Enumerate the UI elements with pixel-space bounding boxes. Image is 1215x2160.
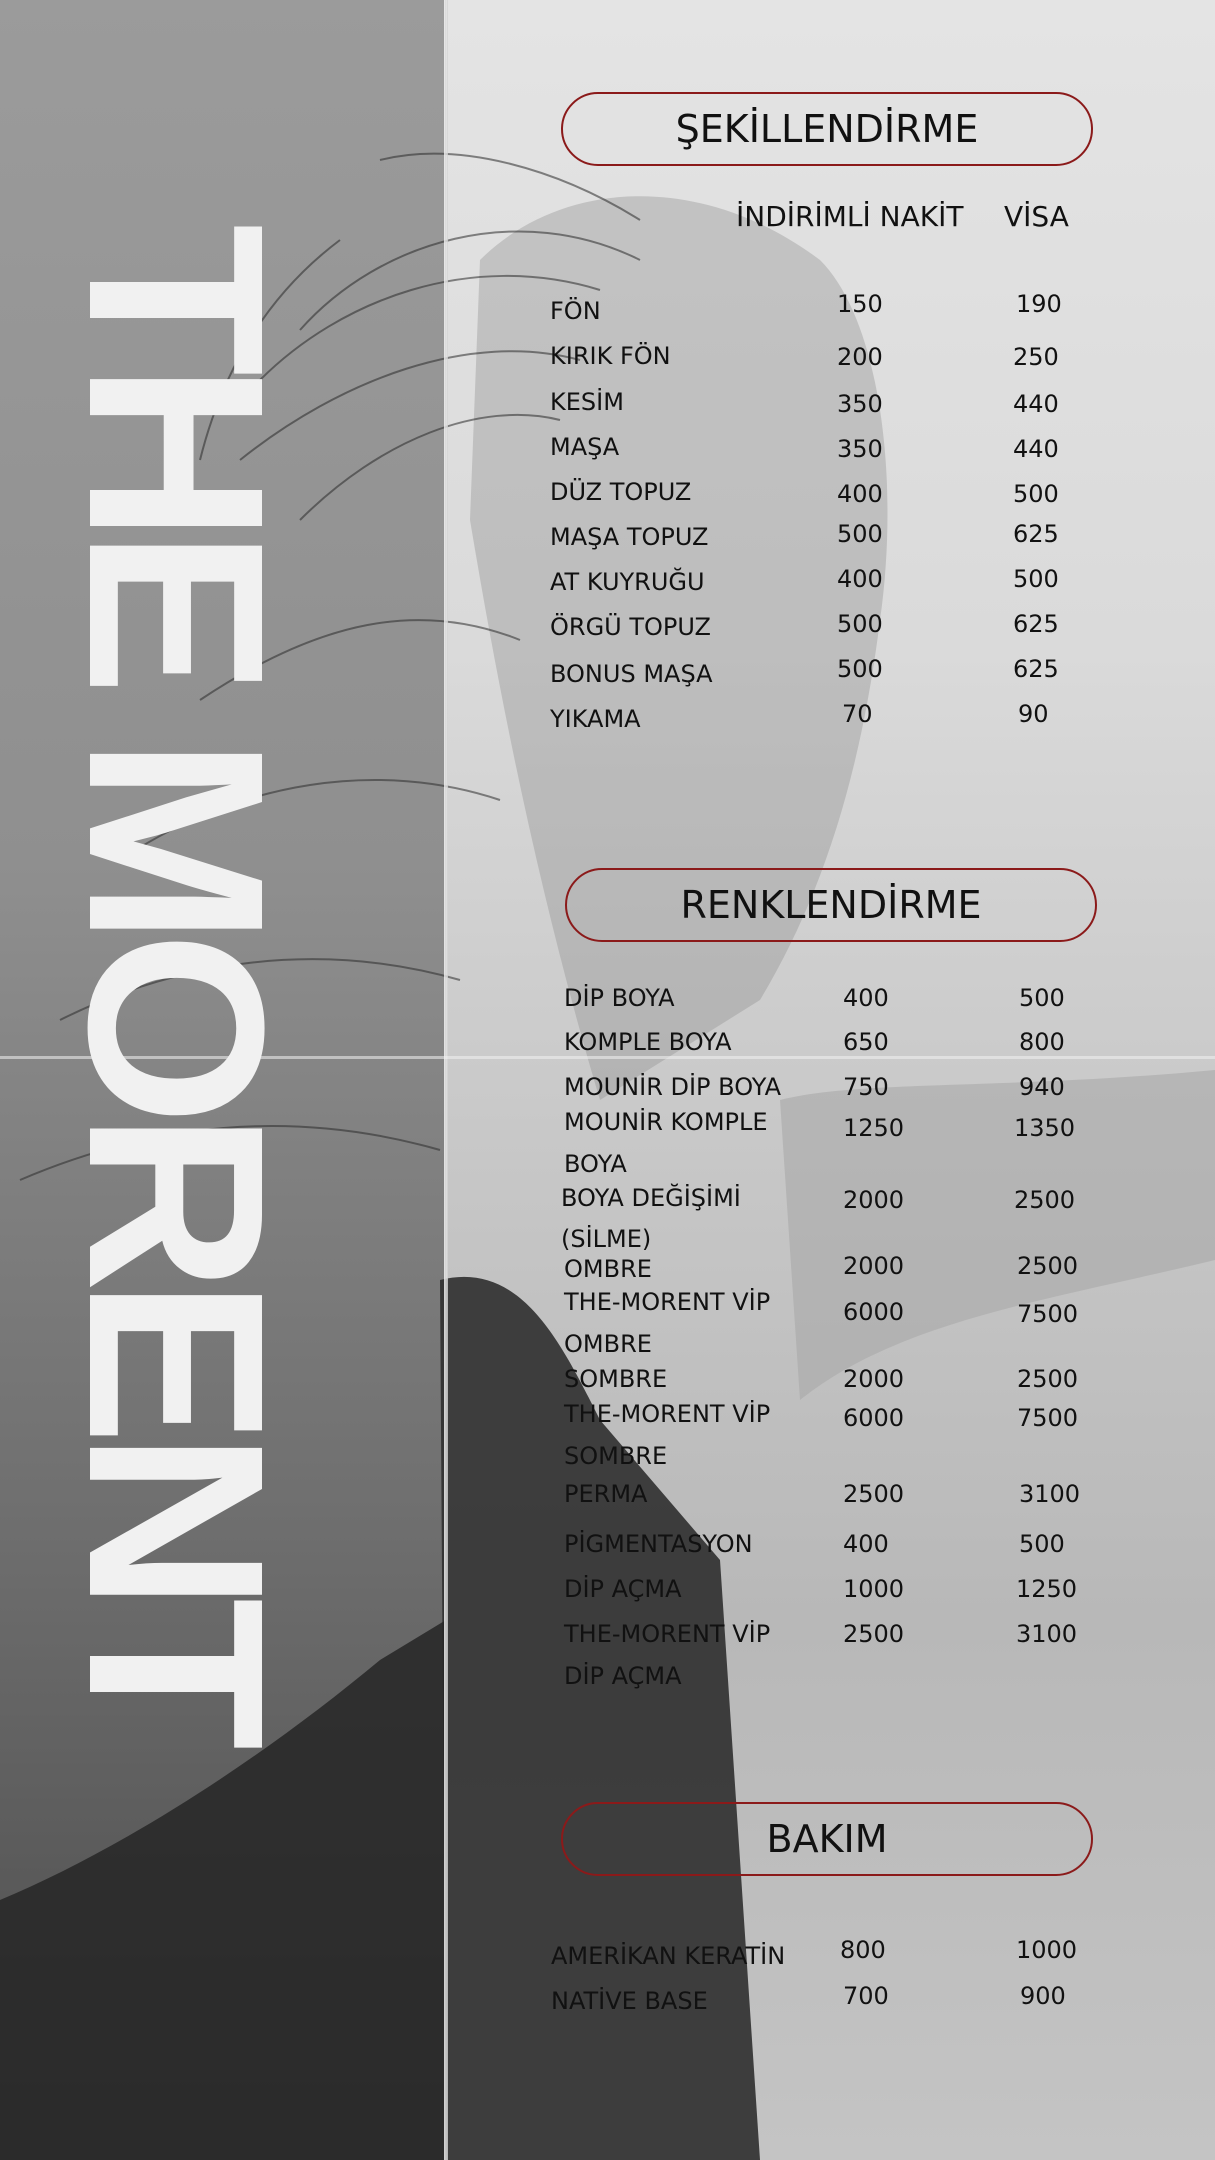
section-title-styling: ŞEKİLLENDİRME xyxy=(561,92,1093,166)
price-cash: 400 xyxy=(843,1530,889,1558)
price-cash: 650 xyxy=(843,1028,889,1056)
price-visa: 900 xyxy=(1020,1982,1066,2010)
price-cash: 400 xyxy=(843,984,889,1012)
price-visa: 1250 xyxy=(1016,1575,1078,1603)
brand-title: THE MORENT xyxy=(37,223,316,1737)
service-name: THE-MORENT VİP xyxy=(564,1288,771,1316)
price-visa: 800 xyxy=(1019,1028,1065,1056)
price-cash: 70 xyxy=(842,700,873,728)
price-cash: 200 xyxy=(837,343,883,371)
service-name: THE-MORENT VİP xyxy=(564,1400,771,1428)
price-visa: 625 xyxy=(1013,520,1059,548)
price-visa: 90 xyxy=(1018,700,1049,728)
price-cash: 2000 xyxy=(843,1365,905,1393)
service-name: NATİVE BASE xyxy=(551,1987,708,2015)
price-visa: 7500 xyxy=(1017,1404,1079,1432)
service-name: KOMPLE BOYA xyxy=(564,1028,732,1056)
section-title-care: BAKIM xyxy=(561,1802,1093,1876)
price-visa: 1350 xyxy=(1014,1114,1076,1142)
price-cash: 400 xyxy=(837,480,883,508)
service-name-line2: OMBRE xyxy=(564,1330,652,1358)
service-name: YIKAMA xyxy=(550,705,641,733)
price-visa: 940 xyxy=(1019,1073,1065,1101)
service-name-line2: (SİLME) xyxy=(561,1225,652,1253)
column-header-cash: İNDİRİMLİ NAKİT xyxy=(736,200,964,233)
column-header-visa: VİSA xyxy=(1004,200,1069,233)
price-cash: 1000 xyxy=(843,1575,905,1603)
service-name: KIRIK FÖN xyxy=(550,342,671,370)
panel-divider xyxy=(444,0,448,2160)
service-name-line2: BOYA xyxy=(564,1150,627,1178)
price-visa: 625 xyxy=(1013,610,1059,638)
price-cash: 150 xyxy=(837,290,883,318)
service-name: DİP BOYA xyxy=(564,984,675,1012)
price-visa: 500 xyxy=(1019,1530,1065,1558)
price-cash: 350 xyxy=(837,390,883,418)
price-cash: 800 xyxy=(840,1936,886,1964)
price-visa: 2500 xyxy=(1017,1252,1079,1280)
service-name: BOYA DEĞİŞİMİ xyxy=(561,1184,741,1212)
price-cash: 500 xyxy=(837,520,883,548)
price-visa: 250 xyxy=(1013,343,1059,371)
price-visa: 3100 xyxy=(1019,1480,1081,1508)
price-visa: 440 xyxy=(1013,435,1059,463)
brand-logo xyxy=(37,223,316,1737)
service-name: AMERİKAN KERATİN xyxy=(551,1942,786,1970)
price-cash: 2000 xyxy=(843,1186,905,1214)
price-cash: 700 xyxy=(843,1982,889,2010)
price-visa: 3100 xyxy=(1016,1620,1078,1648)
service-name: THE-MORENT VİP xyxy=(564,1620,771,1648)
service-name-line2: DİP AÇMA xyxy=(564,1662,682,1690)
service-name: ÖRGÜ TOPUZ xyxy=(550,613,711,641)
price-cash: 6000 xyxy=(843,1298,905,1326)
service-name: MOUNİR DİP BOYA xyxy=(564,1073,781,1101)
service-name: OMBRE xyxy=(564,1255,652,1283)
section-title-coloring: RENKLENDİRME xyxy=(565,868,1097,942)
price-cash: 2500 xyxy=(843,1620,905,1648)
price-cash: 750 xyxy=(843,1073,889,1101)
service-name: AT KUYRUĞU xyxy=(550,568,705,596)
service-name: FÖN xyxy=(550,297,601,325)
price-cash: 500 xyxy=(837,655,883,683)
service-name: KESİM xyxy=(550,388,624,416)
service-name: PERMA xyxy=(564,1480,648,1508)
service-name: DÜZ TOPUZ xyxy=(550,478,692,506)
price-cash: 1250 xyxy=(843,1114,905,1142)
service-name: PİGMENTASYON xyxy=(564,1530,753,1558)
price-visa: 2500 xyxy=(1017,1365,1079,1393)
price-cash: 400 xyxy=(837,565,883,593)
service-name: MAŞA xyxy=(550,433,620,461)
price-cash: 500 xyxy=(837,610,883,638)
price-visa: 1000 xyxy=(1016,1936,1078,1964)
price-cash: 350 xyxy=(837,435,883,463)
price-visa: 7500 xyxy=(1017,1300,1079,1328)
service-name-line2: SOMBRE xyxy=(564,1442,668,1470)
price-visa: 2500 xyxy=(1014,1186,1076,1214)
price-cash: 6000 xyxy=(843,1404,905,1432)
service-name: MOUNİR KOMPLE xyxy=(564,1108,768,1136)
price-visa: 440 xyxy=(1013,390,1059,418)
service-name: BONUS MAŞA xyxy=(550,660,713,688)
service-name: MAŞA TOPUZ xyxy=(550,523,709,551)
price-visa: 500 xyxy=(1019,984,1065,1012)
price-visa: 500 xyxy=(1013,565,1059,593)
price-visa: 625 xyxy=(1013,655,1059,683)
price-cash: 2500 xyxy=(843,1480,905,1508)
price-visa: 500 xyxy=(1013,480,1059,508)
service-name: SOMBRE xyxy=(564,1365,668,1393)
service-name: DİP AÇMA xyxy=(564,1575,682,1603)
price-visa: 190 xyxy=(1016,290,1062,318)
price-cash: 2000 xyxy=(843,1252,905,1280)
